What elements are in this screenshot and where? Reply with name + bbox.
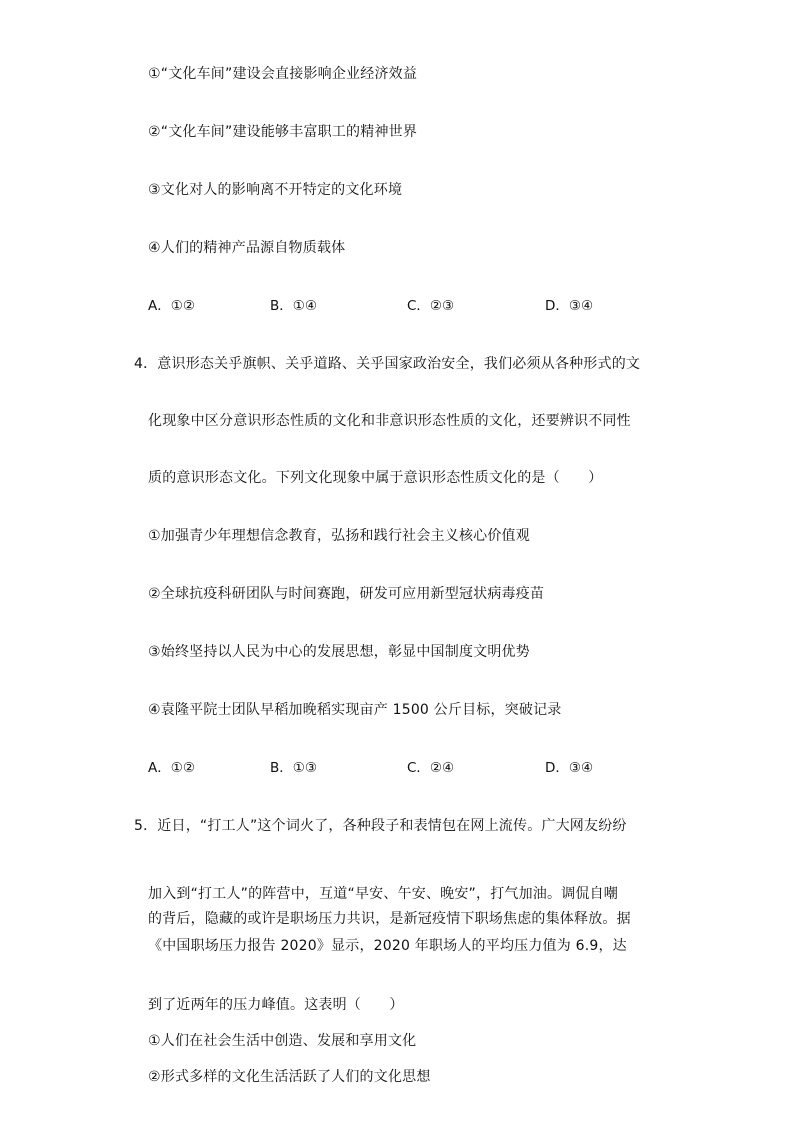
q3-option-b: B．①④: [270, 298, 317, 314]
q4-statement-1: ①加强青少年理想信念教育，弘扬和践行社会主义核心价值观: [148, 528, 530, 544]
q5-stem-line-1: 5．近日，“打工人”这个词火了，各种段子和表情包在网上流传。广大网友纷纷: [134, 818, 627, 834]
q3-option-a: A．①②: [148, 298, 195, 314]
q4-stem-line-2: 化现象中区分意识形态性质的文化和非意识形态性质的文化，还要辨识不同性: [148, 413, 631, 429]
q3-statement-3: ③文化对人的影响离不开特定的文化环境: [148, 182, 403, 198]
q5-stem-line-3: 的背后，隐藏的或许是职场压力共识，是新冠疫情下职场焦虑的集体释放。据: [148, 911, 631, 927]
q5-stem-line-5: 到了近两年的压力峰值。这表明（ ）: [148, 997, 404, 1013]
q5-stem-line-2: 加入到“打工人”的阵营中，互道“早安、午安、晚安”，打气加油。调侃自嘲: [148, 886, 619, 902]
q5-statement-2: ②形式多样的文化生活活跃了人们的文化思想: [148, 1069, 431, 1085]
q4-stem-line-1: 4．意识形态关乎旗帜、关乎道路、关乎国家政治安全，我们必须从各种形式的文: [134, 356, 641, 372]
q4-statement-3: ③始终坚持以人民为中心的发展思想，彰显中国制度文明优势: [148, 644, 530, 660]
q5-statement-1: ①人们在社会生活中创造、发展和享用文化: [148, 1033, 417, 1049]
q4-statement-4: ④袁隆平院士团队早稻加晚稻实现亩产 1500 公斤目标，突破记录: [148, 702, 562, 718]
q3-option-c: C．②③: [407, 298, 455, 314]
q4-stem-line-3: 质的意识形态文化。下列文化现象中属于意识形态性质文化的是（ ）: [148, 470, 603, 486]
q4-option-d: D．③④: [545, 760, 594, 776]
q4-option-c: C．②④: [407, 760, 455, 776]
q3-option-d: D．③④: [545, 298, 594, 314]
q3-options: [148, 297, 608, 315]
q4-option-a: A．①②: [148, 760, 195, 776]
q4-statement-2: ②全球抗疫科研团队与时间赛跑，研发可应用新型冠状病毒疫苗: [148, 586, 545, 602]
q3-statement-1: ①“文化车间”建设会直接影响企业经济效益: [148, 66, 418, 82]
q4-option-b: B．①③: [270, 760, 317, 776]
q4-options: [148, 759, 608, 777]
q3-statement-4: ④人们的精神产品源自物质载体: [148, 240, 346, 256]
q5-stem-line-4: 《中国职场压力报告 2020》显示，2020 年职场人的平均压力值为 6.9，达: [148, 938, 627, 954]
q3-statement-2: ②“文化车间”建设能够丰富职工的精神世界: [148, 124, 418, 140]
